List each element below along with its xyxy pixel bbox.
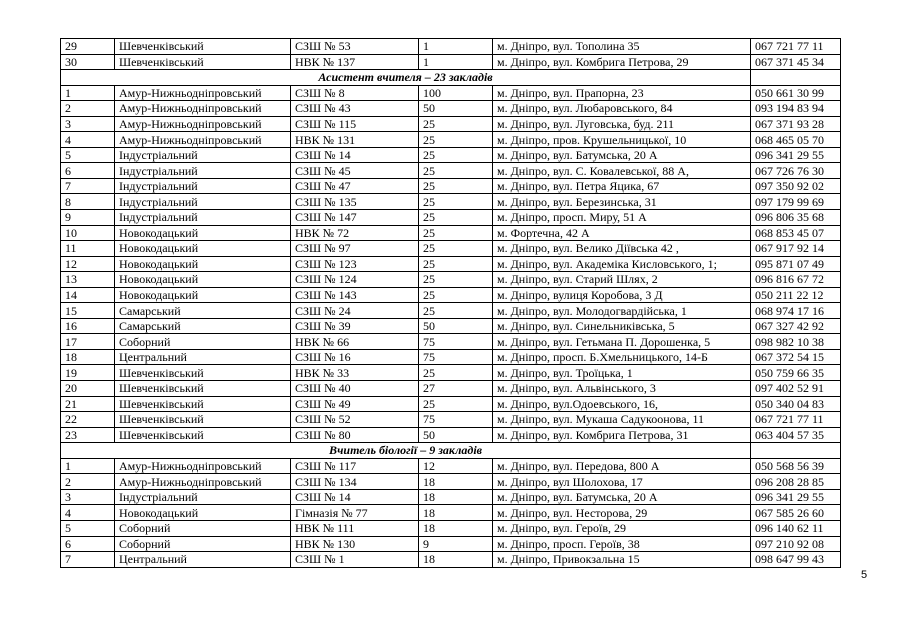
school-cell: СЗШ № 97 [291,241,419,257]
table-row [61,147,841,163]
phone-cell: 096 208 28 85 [751,474,841,490]
row-number-cell: 4 [61,132,115,148]
school-cell: НВК № 111 [291,520,419,536]
address-cell: м. Дніпро, Привокзальна 15 [493,552,751,568]
school-cell: СЗШ № 1 [291,552,419,568]
district-cell: Амур-Нижньодніпровський [115,85,291,101]
address-cell: м. Дніпро, вул. Любаровського, 84 [493,101,751,117]
phone-cell: 096 816 67 72 [751,272,841,288]
table-row [61,303,841,319]
district-cell: Самарський [115,303,291,319]
address-cell: м. Дніпро, пров. Крушельницької, 10 [493,132,751,148]
district-cell: Індустріальний [115,163,291,179]
district-cell: Амур-Нижньодніпровський [115,458,291,474]
address-cell: м. Дніпро, вулиця Коробова, 3 Д [493,287,751,303]
school-cell: СЗШ № 52 [291,412,419,428]
count-cell: 18 [419,489,493,505]
phone-cell: 068 465 05 70 [751,132,841,148]
phone-cell: 098 982 10 38 [751,334,841,350]
phone-cell: 068 853 45 07 [751,225,841,241]
count-cell: 18 [419,505,493,521]
table-row [61,505,841,521]
school-cell: СЗШ № 40 [291,381,419,397]
row-number-cell: 20 [61,381,115,397]
phone-cell: 050 340 04 83 [751,396,841,412]
row-number-cell: 1 [61,458,115,474]
school-cell: СЗШ № 123 [291,256,419,272]
phone-cell: 067 327 42 92 [751,318,841,334]
table-row [61,318,841,334]
count-cell: 1 [419,54,493,70]
address-cell: м. Дніпро, вул.Одоевського, 16, [493,396,751,412]
district-cell: Амур-Нижньодніпровський [115,116,291,132]
table-row [61,39,841,55]
school-cell: СЗШ № 8 [291,85,419,101]
table-row [61,396,841,412]
district-cell: Шевченківський [115,412,291,428]
count-cell: 50 [419,427,493,443]
phone-cell: 097 210 92 08 [751,536,841,552]
address-cell: м. Дніпро, просп. Героїв, 38 [493,536,751,552]
count-cell: 25 [419,116,493,132]
row-number-cell: 3 [61,116,115,132]
row-number-cell: 15 [61,303,115,319]
school-cell: СЗШ № 134 [291,474,419,490]
address-cell: м. Дніпро, вул. Велико Діївська 42 , [493,241,751,257]
table-row [61,536,841,552]
table-row [61,552,841,568]
count-cell: 25 [419,210,493,226]
table-row [61,116,841,132]
table-row [61,365,841,381]
count-cell: 18 [419,520,493,536]
school-cell: СЗШ № 43 [291,101,419,117]
district-cell: Шевченківський [115,365,291,381]
phone-cell: 095 871 07 49 [751,256,841,272]
school-cell: СЗШ № 47 [291,178,419,194]
table-body [61,39,841,568]
count-cell: 25 [419,303,493,319]
school-cell: СЗШ № 124 [291,272,419,288]
address-cell: м. Дніпро, вул. Березинська, 31 [493,194,751,210]
table-row [61,132,841,148]
school-cell: СЗШ № 16 [291,349,419,365]
district-cell: Амур-Нижньодніпровський [115,101,291,117]
district-cell: Центральний [115,349,291,365]
table-row [61,272,841,288]
school-cell: НВК № 72 [291,225,419,241]
district-cell: Індустріальний [115,147,291,163]
row-number-cell: 14 [61,287,115,303]
phone-cell: 063 404 57 35 [751,427,841,443]
phone-cell: 050 759 66 35 [751,365,841,381]
section-header-row [61,443,841,459]
address-cell: м. Дніпро, вул. Комбрига Петрова, 29 [493,54,751,70]
school-cell: СЗШ № 80 [291,427,419,443]
row-number-cell: 19 [61,365,115,381]
school-cell: СЗШ № 14 [291,489,419,505]
address-cell: м. Дніпро, вул. Гетьмана П. Дорошенка, 5 [493,334,751,350]
section-header-row [61,70,841,86]
phone-cell: 096 140 62 11 [751,520,841,536]
row-number-cell: 18 [61,349,115,365]
school-cell: СЗШ № 147 [291,210,419,226]
district-cell: Індустріальний [115,194,291,210]
district-cell: Новокодацький [115,287,291,303]
address-cell: м. Дніпро, вул. Синельниківська, 5 [493,318,751,334]
district-cell: Новокодацький [115,505,291,521]
district-cell: Амур-Нижньодніпровський [115,132,291,148]
phone-cell: 097 402 52 91 [751,381,841,397]
table-row [61,101,841,117]
phone-cell: 050 211 22 12 [751,287,841,303]
count-cell: 1 [419,39,493,55]
address-cell: м. Дніпро, вул. Батумська, 20 А [493,147,751,163]
section-title: Асистент вчителя – 23 закладів [61,70,751,86]
row-number-cell: 10 [61,225,115,241]
count-cell: 75 [419,334,493,350]
section-empty-cell [751,70,841,86]
count-cell: 25 [419,163,493,179]
phone-cell: 067 585 26 60 [751,505,841,521]
school-cell: СЗШ № 39 [291,318,419,334]
table-row [61,334,841,350]
phone-cell: 067 372 54 15 [751,349,841,365]
address-cell: м. Фортечна, 42 А [493,225,751,241]
school-cell: СЗШ № 53 [291,39,419,55]
address-cell: м. Дніпро, вул Шолохова, 17 [493,474,751,490]
count-cell: 18 [419,474,493,490]
district-cell: Шевченківський [115,54,291,70]
phone-cell: 067 721 77 11 [751,412,841,428]
row-number-cell: 7 [61,178,115,194]
count-cell: 50 [419,101,493,117]
count-cell: 25 [419,365,493,381]
table-row [61,412,841,428]
count-cell: 27 [419,381,493,397]
school-cell: НВК № 130 [291,536,419,552]
district-cell: Шевченківський [115,39,291,55]
row-number-cell: 3 [61,489,115,505]
district-cell: Соборний [115,536,291,552]
district-cell: Соборний [115,334,291,350]
table-row [61,287,841,303]
phone-cell: 067 726 76 30 [751,163,841,179]
count-cell: 18 [419,552,493,568]
row-number-cell: 13 [61,272,115,288]
address-cell: м. Дніпро, вул. Старий Шлях, 2 [493,272,751,288]
table-row [61,225,841,241]
school-cell: НВК № 131 [291,132,419,148]
district-cell: Соборний [115,520,291,536]
district-cell: Шевченківський [115,396,291,412]
address-cell: м. Дніпро, вул. Комбрига Петрова, 31 [493,427,751,443]
phone-cell: 096 806 35 68 [751,210,841,226]
row-number-cell: 23 [61,427,115,443]
count-cell: 25 [419,132,493,148]
table-row [61,54,841,70]
row-number-cell: 2 [61,101,115,117]
school-cell: СЗШ № 135 [291,194,419,210]
school-cell: Гімназія № 77 [291,505,419,521]
count-cell: 25 [419,225,493,241]
address-cell: м. Дніпро, вул. Петра Яцика, 67 [493,178,751,194]
school-cell: СЗШ № 45 [291,163,419,179]
table-row [61,427,841,443]
row-number-cell: 9 [61,210,115,226]
row-number-cell: 12 [61,256,115,272]
count-cell: 50 [419,318,493,334]
school-cell: НВК № 137 [291,54,419,70]
page-number: 5 [861,569,868,581]
row-number-cell: 6 [61,536,115,552]
phone-cell: 050 661 30 99 [751,85,841,101]
district-cell: Індустріальний [115,489,291,505]
row-number-cell: 5 [61,147,115,163]
address-cell: м. Дніпро, вул. Троїцька, 1 [493,365,751,381]
school-cell: СЗШ № 49 [291,396,419,412]
table-row [61,256,841,272]
row-number-cell: 29 [61,39,115,55]
district-cell: Новокодацький [115,256,291,272]
address-cell: м. Дніпро, вул. Тополина 35 [493,39,751,55]
count-cell: 25 [419,241,493,257]
count-cell: 25 [419,178,493,194]
table-row [61,458,841,474]
count-cell: 25 [419,287,493,303]
address-cell: м. Дніпро, вул. Академіка Кисловського, 1; [493,256,751,272]
table-row [61,474,841,490]
phone-cell: 093 194 83 94 [751,101,841,117]
row-number-cell: 16 [61,318,115,334]
row-number-cell: 1 [61,85,115,101]
table-row [61,210,841,226]
row-number-cell: 21 [61,396,115,412]
school-cell: НВК № 66 [291,334,419,350]
district-cell: Новокодацький [115,272,291,288]
district-cell: Індустріальний [115,178,291,194]
count-cell: 100 [419,85,493,101]
address-cell: м. Дніпро, вул. Несторова, 29 [493,505,751,521]
phone-cell: 050 568 56 39 [751,458,841,474]
school-cell: СЗШ № 14 [291,147,419,163]
row-number-cell: 5 [61,520,115,536]
address-cell: м. Дніпро, просп. Миру, 51 А [493,210,751,226]
school-cell: СЗШ № 117 [291,458,419,474]
phone-cell: 096 341 29 55 [751,489,841,505]
row-number-cell: 30 [61,54,115,70]
address-cell: м. Дніпро, вул. Передова, 800 А [493,458,751,474]
row-number-cell: 8 [61,194,115,210]
table-row [61,489,841,505]
phone-cell: 067 371 45 34 [751,54,841,70]
row-number-cell: 2 [61,474,115,490]
phone-cell: 097 179 99 69 [751,194,841,210]
section-empty-cell [751,443,841,459]
table-row [61,241,841,257]
address-cell: м. Дніпро, просп. Б.Хмельницького, 14-Б [493,349,751,365]
address-cell: м. Дніпро, вул. С. Ковалевської, 88 А, [493,163,751,179]
district-cell: Самарський [115,318,291,334]
phone-cell: 067 721 77 11 [751,39,841,55]
table-row [61,194,841,210]
district-cell: Новокодацький [115,241,291,257]
address-cell: м. Дніпро, вул. Батумська, 20 А [493,489,751,505]
phone-cell: 096 341 29 55 [751,147,841,163]
row-number-cell: 6 [61,163,115,179]
section-title: Вчитель біології – 9 закладів [61,443,751,459]
school-cell: СЗШ № 143 [291,287,419,303]
count-cell: 75 [419,349,493,365]
phone-cell: 098 647 99 43 [751,552,841,568]
address-cell: м. Дніпро, вул. Героїв, 29 [493,520,751,536]
school-cell: НВК № 33 [291,365,419,381]
row-number-cell: 7 [61,552,115,568]
phone-cell: 068 974 17 16 [751,303,841,319]
count-cell: 25 [419,147,493,163]
phone-cell: 067 917 92 14 [751,241,841,257]
count-cell: 12 [419,458,493,474]
school-cell: СЗШ № 115 [291,116,419,132]
district-cell: Центральний [115,552,291,568]
address-cell: м. Дніпро, вул. Прапорна, 23 [493,85,751,101]
table-row [61,85,841,101]
table-row [61,349,841,365]
schools-table [60,38,841,568]
row-number-cell: 4 [61,505,115,521]
phone-cell: 097 350 92 02 [751,178,841,194]
count-cell: 25 [419,194,493,210]
table-row [61,520,841,536]
address-cell: м. Дніпро, вул. Луговська, буд. 211 [493,116,751,132]
address-cell: м. Дніпро, вул. Молодогвардійська, 1 [493,303,751,319]
district-cell: Шевченківський [115,427,291,443]
count-cell: 25 [419,272,493,288]
phone-cell: 067 371 93 28 [751,116,841,132]
district-cell: Новокодацький [115,225,291,241]
table-row [61,163,841,179]
table-row [61,381,841,397]
address-cell: м. Дніпро, вул. Альвінського, 3 [493,381,751,397]
count-cell: 9 [419,536,493,552]
row-number-cell: 17 [61,334,115,350]
table-row [61,178,841,194]
address-cell: м. Дніпро, вул. Мукаша Садукоонова, 11 [493,412,751,428]
district-cell: Шевченківський [115,381,291,397]
count-cell: 75 [419,412,493,428]
count-cell: 25 [419,396,493,412]
row-number-cell: 22 [61,412,115,428]
row-number-cell: 11 [61,241,115,257]
district-cell: Індустріальний [115,210,291,226]
count-cell: 25 [419,256,493,272]
school-cell: СЗШ № 24 [291,303,419,319]
district-cell: Амур-Нижньодніпровський [115,474,291,490]
